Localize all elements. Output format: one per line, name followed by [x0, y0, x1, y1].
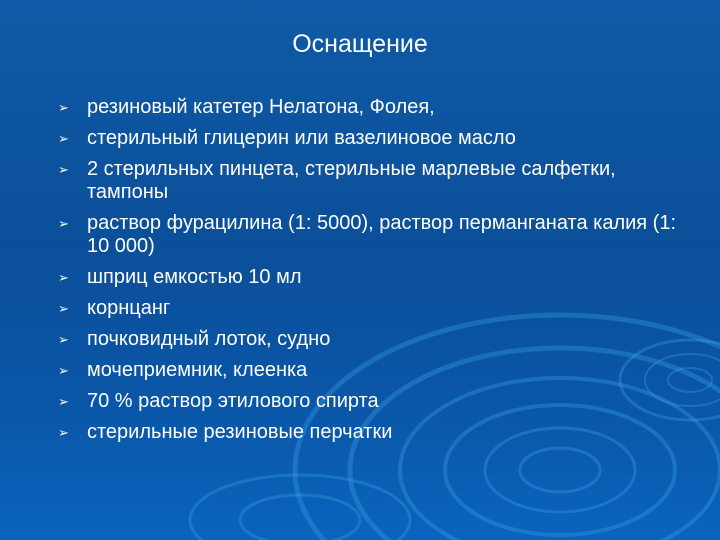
arrowhead-bullet-icon: ➢: [58, 332, 69, 347]
list-item: [58, 262, 678, 293]
list-item-text: стерильные резиновые перчатки: [87, 421, 393, 443]
list-item: [58, 324, 678, 355]
arrowhead-bullet-icon: ➢: [58, 216, 69, 231]
list-item-text: корнцанг: [87, 297, 171, 319]
arrowhead-bullet-icon: ➢: [58, 270, 69, 285]
list-item-text: 70 % раствор этилового спирта: [87, 390, 379, 412]
slide-title: Оснащение: [292, 30, 428, 58]
list-item: [58, 417, 678, 448]
list-item: [58, 293, 678, 324]
list-item-text: почковидный лоток, судно: [87, 328, 331, 350]
list-item-text: резиновый катетер Нелатона, Фолея,: [87, 96, 435, 118]
list-item-text: раствор фурацилина (1: 5000), раствор перманганата калия (1: 10 000): [87, 212, 677, 257]
equipment-list: [58, 92, 678, 448]
list-item: [58, 355, 678, 386]
arrowhead-bullet-icon: ➢: [58, 394, 69, 409]
list-item: [58, 386, 678, 417]
list-item-text: 2 стерильных пинцета, стерильные марлевые салфетки, тампоны: [87, 158, 616, 203]
list-item: [58, 208, 678, 262]
arrowhead-bullet-icon: ➢: [58, 425, 69, 440]
list-item-text: стерильный глицерин или вазелиновое масло: [87, 127, 516, 149]
arrowhead-bullet-icon: ➢: [58, 363, 69, 378]
arrowhead-bullet-icon: ➢: [58, 100, 69, 115]
list-item-text: мочеприемник, клеенка: [87, 359, 308, 381]
list-item-text: шприц емкостью 10 мл: [87, 266, 302, 288]
list-item: [58, 92, 678, 123]
arrowhead-bullet-icon: ➢: [58, 301, 69, 316]
arrowhead-bullet-icon: ➢: [58, 162, 69, 177]
list-item: [58, 154, 678, 208]
list-item: [58, 123, 678, 154]
arrowhead-bullet-icon: ➢: [58, 131, 69, 146]
